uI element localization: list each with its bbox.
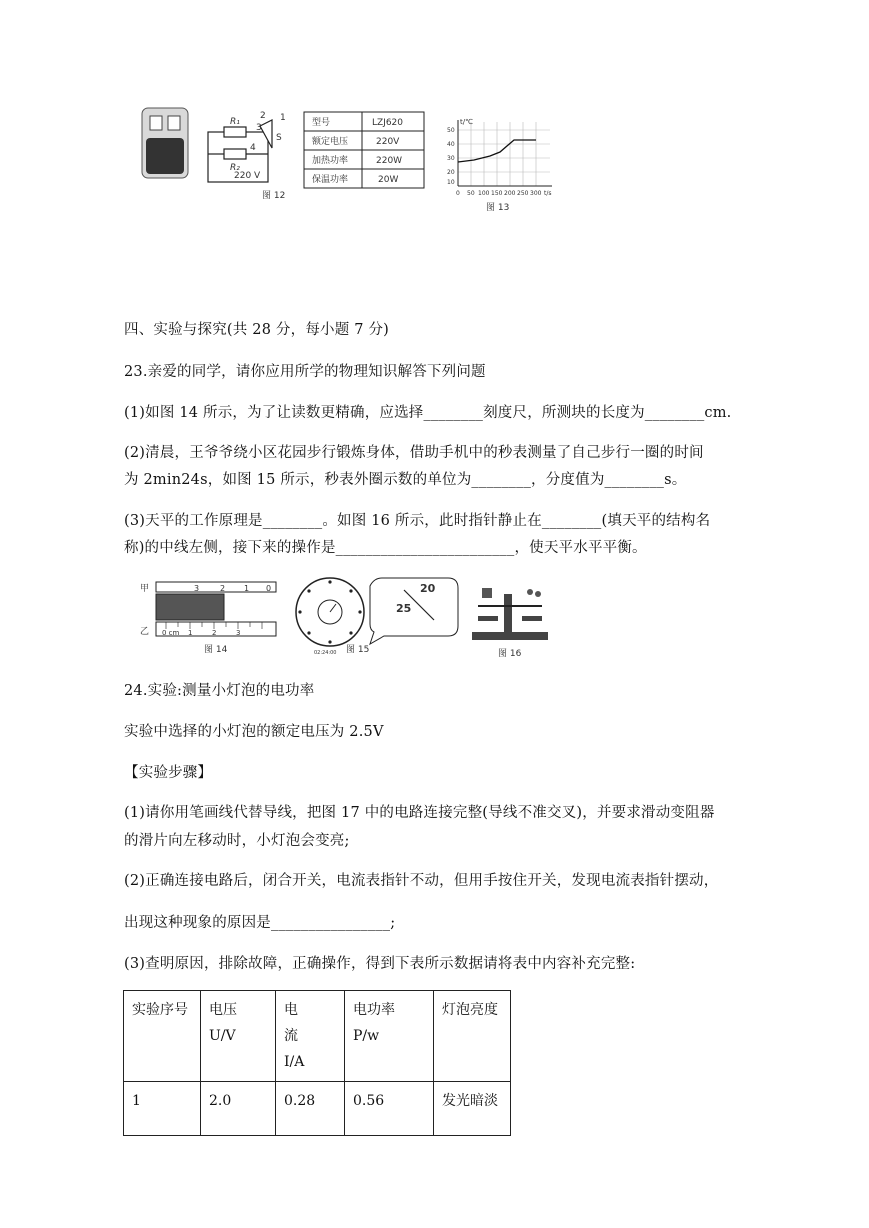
xtick-0: 0	[456, 190, 460, 197]
header-trial: 实验序号	[124, 991, 201, 1082]
figure-13	[444, 116, 560, 216]
header-brightness: 灯泡亮度	[434, 991, 511, 1082]
ruler-yi-num-1: 1	[188, 629, 193, 637]
balance-scale	[472, 588, 548, 640]
cell-current: 0.28	[276, 1082, 345, 1136]
fig12-caption: 图 12	[262, 191, 286, 201]
voltage-label: 220 V	[234, 171, 261, 181]
ruler-jia-num-1: 1	[244, 584, 250, 593]
fig14-caption: 图 14	[204, 645, 228, 655]
xtick-300: 300	[530, 190, 542, 197]
ruler-yi-label: 乙	[140, 627, 150, 637]
ytick-50: 50	[447, 127, 455, 134]
question-23: 23.亲爱的同学，请你应用所学的物理知识解答下列问题	[124, 364, 486, 380]
spec-3-1: 20W	[378, 175, 399, 185]
switch-label: S	[276, 133, 282, 143]
zoom-label-20: 20	[420, 582, 436, 595]
stopwatch	[296, 578, 364, 646]
x-axis-label: t/s	[544, 190, 552, 197]
cell-trial: 1	[124, 1082, 201, 1136]
cell-power: 0.56	[345, 1082, 434, 1136]
spec-table	[304, 112, 424, 188]
ruler-jia-label: 甲	[140, 584, 150, 594]
ruler-jia-num-3: 3	[194, 584, 200, 593]
cell-voltage: 2.0	[201, 1082, 276, 1136]
ytick-20: 20	[447, 169, 455, 176]
steps-heading: 【实验步骤】	[124, 765, 213, 781]
step1-a: (1)请你用笔画线代替导线，把图 17 中的电路连接完整(导线不准交叉)，并要求滑动变阻器	[124, 805, 715, 821]
ruler-yi-num-2: 2	[212, 629, 217, 637]
ytick-30: 30	[447, 155, 455, 162]
q23-part1: (1)如图 14 所示，为了让读数更精确，应选择________刻度尺，所测块的长度为________cm.	[124, 405, 732, 421]
ruler-jia	[156, 582, 276, 593]
xtick-150: 150	[491, 190, 503, 197]
q24-subtext: 实验中选择的小灯泡的额定电压为 2.5V	[124, 724, 384, 740]
fig16-caption: 图 16	[498, 649, 522, 659]
step2-b: 出现这种现象的原因是________________;	[124, 915, 396, 931]
header-current-line1: 电 流	[284, 1002, 326, 1044]
xtick-200: 200	[504, 190, 516, 197]
q23-part2-b: 为 2min24s，如图 15 所示，秒表外圈示数的单位为________，分度值为________s。	[124, 472, 687, 488]
terminal-2: 2	[260, 111, 266, 121]
step2-a: (2)正确连接电路后，闭合开关，电流表指针不动，但用手按住开关，发现电流表指针摆动，	[124, 873, 719, 889]
terminal-3: 3	[256, 123, 262, 133]
step1-b: 的滑片向左移动时，小灯泡会变亮;	[124, 833, 350, 849]
spec-2-0: 加热功率	[312, 156, 349, 166]
header-current-line2: I/A	[284, 1054, 305, 1070]
ruler-yi-unit: 0 cm	[162, 629, 180, 637]
q23-part3-a: (3)天平的工作原理是________。如图 16 所示，此时指针静止在________(填天平的结构名	[124, 513, 711, 529]
terminal-1: 1	[280, 113, 286, 123]
stopwatch-zoom	[370, 578, 458, 644]
spec-3-0: 保温功率	[312, 175, 349, 185]
ruler-jia-num-2: 2	[220, 584, 226, 593]
fig13-caption: 图 13	[486, 203, 510, 213]
zoom-label-25: 25	[396, 602, 412, 615]
table-row	[124, 1082, 511, 1136]
data-table	[123, 990, 511, 1136]
xtick-250: 250	[517, 190, 529, 197]
xtick-50: 50	[467, 190, 475, 197]
header-voltage: 电压 U/V	[201, 991, 276, 1082]
question-24: 24.实验:测量小灯泡的电功率	[124, 683, 315, 699]
spec-1-0: 额定电压	[312, 137, 349, 147]
r2-label: R₂	[230, 163, 240, 173]
terminal-4: 4	[250, 143, 256, 153]
step3: (3)查明原因，排除故障，正确操作，得到下表所示数据请将表中内容补充完整:	[124, 956, 636, 972]
header-current	[276, 991, 345, 1082]
spec-1-1: 220V	[376, 137, 400, 147]
figure-12	[138, 106, 428, 202]
y-axis-label: t/℃	[460, 118, 473, 126]
stopwatch-reading: 02:24:00	[314, 650, 337, 656]
ruler-jia-num-0: 0	[266, 584, 272, 593]
q23-part2-a: (2)清晨，王爷爷绕小区花园步行锻炼身体，借助手机中的秒表测量了自己步行一圈的时间	[124, 445, 704, 461]
q23-part3-b: 称)的中线左侧，接下来的操作是________________________，使天平水平平衡。	[124, 540, 647, 556]
spec-2-1: 220W	[376, 156, 403, 166]
figures-14-15-16	[138, 576, 562, 660]
ytick-40: 40	[447, 141, 455, 148]
header-power: 电功率 P/w	[345, 991, 434, 1082]
ruler-yi-num-3: 3	[236, 629, 241, 637]
table-header-row	[124, 991, 511, 1082]
measured-block	[156, 594, 224, 620]
rice-cooker-photo	[142, 108, 188, 178]
ruler-yi	[156, 622, 276, 637]
r1-label: R₁	[230, 117, 240, 127]
cell-brightness: 发光暗淡	[434, 1082, 511, 1136]
spec-0-0: 型号	[312, 118, 331, 128]
fig15-caption: 图 15	[346, 645, 370, 655]
ytick-10: 10	[447, 179, 455, 186]
spec-0-1: LZJ620	[372, 118, 404, 128]
section-heading: 四、实验与探究(共 28 分，每小题 7 分)	[124, 322, 390, 338]
xtick-100: 100	[478, 190, 490, 197]
